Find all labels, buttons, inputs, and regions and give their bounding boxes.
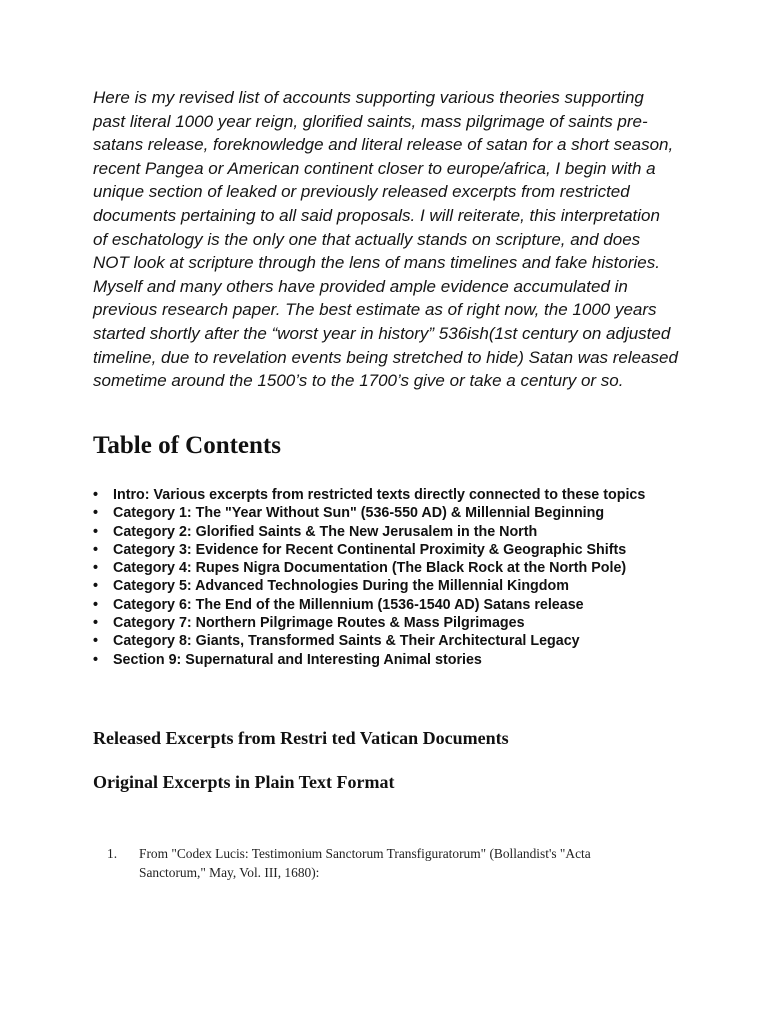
toc-item-text: Category 8: Giants, Transformed Saints & Their Architectural Legacy: [113, 633, 580, 650]
toc-item: [93, 486, 693, 504]
excerpt-text: From "Codex Lucis: Testimonium Sanctorum Transfiguratorum" (Bollandist's "Acta Sanctorum," May, Vol. III, 1680):: [139, 846, 591, 880]
toc-item: [93, 651, 693, 669]
toc-list: [93, 486, 693, 669]
excerpt-item: [107, 845, 647, 882]
toc-item: [93, 577, 693, 595]
toc-item: [93, 596, 693, 614]
toc-item: [93, 523, 693, 541]
original-excerpts-heading: Original Excerpts in Plain Text Format: [93, 772, 395, 792]
toc-item-text: Category 3: Evidence for Recent Continental Proximity & Geographic Shifts: [113, 541, 627, 558]
toc-heading: Table of Contents: [93, 432, 281, 459]
toc-item: [93, 632, 693, 650]
toc-item: [93, 541, 693, 559]
intro-paragraph: Here is my revised list of accounts supporting various theories supporting past literal 1000 year reign, glorified saints, mass pilgrimage of saints pre-satans release, foreknowledge and literal release of satan for a short season, recent Pangea or American continent closer to europe/africa, I begin with a unique section of leaked or previously released excerpts from restricted documents pertaining to all said proposals. I will reiterate, this interpretation of eschatology is the only one that actually stands on scripture, and does NOT look at scripture through the lens of mans timelines and fake histories. Myself and many others have provided ample evidence accumulated in previous research paper. The best estimate as of right now, the 1000 years started shortly after the “worst year in history” 536ish(1st century on adjusted timeline, due to revelation events being stretched to hide) Satan was released sometime around the 1500’s to the 1700’s give or take a century or so.: [93, 88, 678, 391]
bullet-icon: •: [93, 651, 99, 668]
toc-item: [93, 559, 693, 577]
excerpt-list: [107, 845, 647, 882]
bullet-icon: •: [93, 523, 99, 540]
toc-item: [93, 614, 693, 632]
bullet-icon: •: [93, 505, 99, 522]
toc-item: [93, 504, 693, 522]
toc-item-text: Category 7: Northern Pilgrimage Routes & Mass Pilgrimages: [113, 615, 525, 632]
bullet-icon: •: [93, 633, 99, 650]
toc-item-text: Intro: Various excerpts from restricted texts directly connected to these topics: [113, 487, 646, 503]
released-excerpts-heading: Released Excerpts from Restri ted Vatican Documents: [93, 728, 509, 748]
bullet-icon: •: [93, 541, 99, 558]
toc-item-text: Category 6: The End of the Millennium (1536-1540 AD) Satans release: [113, 596, 584, 613]
bullet-icon: •: [93, 615, 99, 632]
toc-item-text: Category 2: Glorified Saints & The New Jerusalem in the North: [113, 523, 538, 540]
bullet-icon: •: [93, 487, 99, 503]
excerpt-number: 1.: [107, 846, 118, 861]
toc-item-text: Section 9: Supernatural and Interesting Animal stories: [113, 651, 482, 668]
bullet-icon: •: [93, 578, 99, 595]
toc-item-text: Category 4: Rupes Nigra Documentation (The Black Rock at the North Pole): [113, 560, 627, 577]
bullet-icon: •: [93, 596, 99, 613]
toc-item-text: Category 5: Advanced Technologies During the Millennial Kingdom: [113, 578, 569, 595]
bullet-icon: •: [93, 560, 99, 577]
toc-item-text: Category 1: The "Year Without Sun" (536-550 AD) & Millennial Beginning: [113, 505, 605, 522]
